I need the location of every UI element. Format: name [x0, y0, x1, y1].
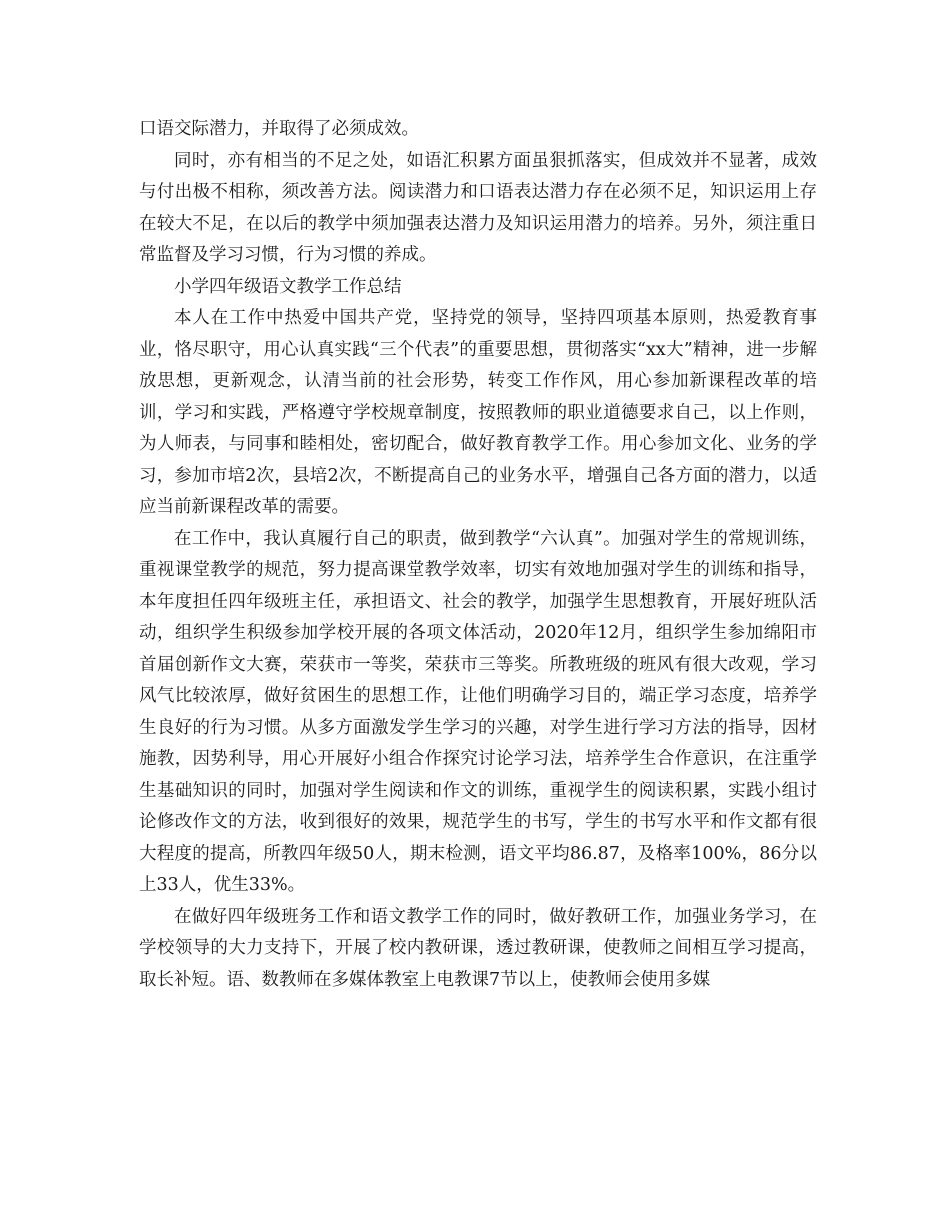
body-paragraph-2: 在工作中，我认真履行自己的职责，做到教学“六认真”。加强对学生的常规训练，重视课堂教学的规范，努力提高课堂教学效率，切实有效地加强对学生的训练和指导，本年度担任四年级班主任，承担语文、社会的教学，加强学生思想教育，开展好班队活动，组织学生积级参加学校开展的各项文体活动，2020年12月，组织学生参加绵阳市首届创新作文大赛，荣获市一等奖，荣获市三等奖。所教班级的班风有很大改观，学习风气比较浓厚，做好贫困生的思想工作，让他们明确学习目的，端正学习态度，培养学生良好的行为习惯。从多方面激发学生学习的兴趣，对学生进行学习方法的指导，因材施教，因势利导，用心开展好小组合作探究讨论学习法，培养学生合作意识，在注重学生基础知识的同时，加强对学生阅读和作文的训练，重视学生的阅读积累，实践小组讨论修改作文的方法，收到很好的效果，规范学生的书写，学生的书写水平和作文都有很大程度的提高，所教四年级50人，期末检测，语文平均86.87，及格率100%，86分以上33人，优生33%。: [139, 528, 817, 895]
document-body: [139, 114, 817, 996]
continuation-paragraph: 口语交际潜力，并取得了必须成效。: [139, 119, 419, 139]
body-paragraph-3: 在做好四年级班务工作和语文教学工作的同时，做好教研工作，加强业务学习，在学校领导的大力支持下，开展了校内教研课，透过教研课，使教师之间相互学习提高，取长补短。语、数教师在多媒体教室上电教课7节以上，使教师会使用多媒: [139, 906, 817, 990]
shortcomings-paragraph: 同时，亦有相当的不足之处，如语汇积累方面虽狠抓落实，但成效并不显著，成效与付出极不相称，须改善方法。阅读潜力和口语表达潜力存在必须不足，知识运用上存在较大不足，在以后的教学中须加强表达潜力及知识运用潜力的培养。另外，须注重日常监督及学习习惯，行为习惯的养成。: [139, 150, 817, 265]
section-heading: 小学四年级语文教学工作总结: [174, 276, 402, 297]
body-paragraph-1: 本人在工作中热爱中国共产党，坚持党的领导，坚持四项基本原则，热爱教育事业，恪尽职守，用心认真实践“三个代表”的重要思想，贯彻落实“xx大”精神，进一步解放思想，更新观念，认清当前的社会形势，转变工作作风，用心参加新课程改革的培训，学习和实践，严格遵守学校规章制度，按照教师的职业道德要求自己，以上作则，为人师表，与同事和睦相处，密切配合，做好教育教学工作。用心参加文化、业务的学习，参加市培2次，县培2次，不断提高自己的业务水平，增强自己各方面的潜力，以适应当前新课程改革的需要。: [139, 308, 817, 517]
